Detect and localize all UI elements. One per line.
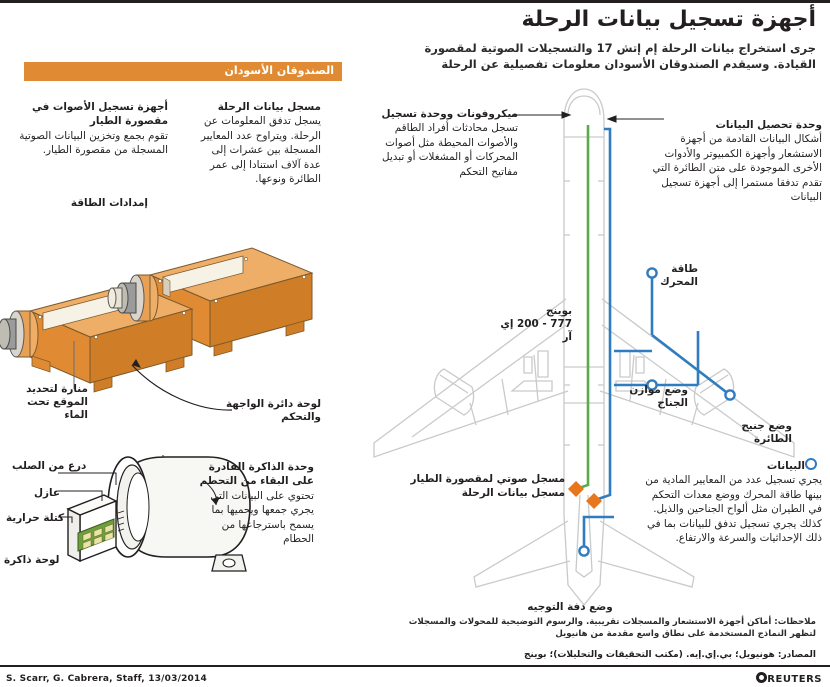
reuters-wordmark: REUTERS [767,674,822,685]
header-rule [0,0,830,3]
sensor-label-aileron: وضع جنيح الطائرة [741,420,792,445]
microphones-text-block [378,107,518,179]
microphones-title: ميكروفونات ووحدة تسجيل [381,108,518,120]
data-title-row [640,458,822,473]
cvr-marker-label: مسجل صوتي لمقصورة الطيار [410,473,565,485]
callout-leader-lines [512,112,664,122]
reuters-dot-icon [756,672,767,683]
thermal-block-label: كتلة حرارية [6,512,65,524]
interface-board-label: لوحة دائرة الواجهة والتحكم [225,398,321,423]
aircraft-model-line2: 777 - 200 إي آر [500,318,572,343]
page-title: أجهزة تسجيل بيانات الرحلة [521,7,816,32]
acquisition-unit-body: أشكال البيانات القادمة من أجهزة الاستشعار وأجهزة الكمبيوتر والأدوات الأخرى الموجودة على متن الطائرة التي تقدم تدفقا مستمرا إلى أجهزة تسجيل البيانات [652,133,822,204]
crash-survivable-cylinder-front [0,311,38,357]
fdr-title: مسجل بيانات الرحلة [217,101,321,113]
recorder-labels [400,472,565,500]
source-line: المصادر: هونيويل؛ بي.إي.إيه. (مكتب التحقيقات والتحليلات)؛ بوينج [523,650,816,660]
power-supplies-label: إمدادات الطاقة [70,197,148,209]
steel-shield-label: درع من الصلب [12,460,87,472]
microphones-body: تسجل محادثات أفراد الطاقم والأصوات المحيطة مثل أصوات المحركات أو المشغلات أو تبديل مفاتيح التحكم [382,122,518,178]
insulation-label: عازل [34,487,60,499]
page-subtitle: جرى استخراج بيانات الرحلة إم إتش 17 والتسجيلات الصوتية لمقصورة القيادة. وسيقدم الصندوقان الأسودان معلومات تفصيلية عن الرحلة [424,41,816,71]
data-body: يجري تسجيل عدد من المعايير المادية من بينها طاقة المحرك ووضع معدات التحكم في الطيران مثل ألواح الجناحين والذيل. كذلك يجري تسجيل تدفق للبيانات بما في ذلك الإحداثيات والسرعة والارتفاع. [645,474,822,545]
memory-board-label: لوحة ذاكرة [4,554,60,566]
data-text-block [640,458,822,545]
fdr-marker-label: مسجل بيانات الرحلة [461,487,565,499]
cvr-text-block [18,100,168,158]
section-bar-label: الصندوقان الأسودان [224,64,334,77]
footnote: ملاحظات: أماكن أجهزة الاستشعار والمسجلات تقريبية. والرسوم التوضيحية للمحولات والمسجلات لتظهر النماذج المستخدمة على نطاق واسع مقدمة من هانيويل [408,617,816,639]
data-node-icon [805,458,817,470]
sensor-node-aileron [725,390,734,399]
data-title: البيانات [766,460,805,472]
crash-memory-body: تحتوي على البيانات التي يجري جمعها ويحميها بما يسمح باسترجاعها من الحطام [210,489,314,546]
fdr-text-block [193,100,321,186]
interface-board-leader-line [132,365,232,410]
cvr-body: تقوم بجمع وتخزين البيانات الصوتية المسجلة من مقصورة الطيار. [19,129,168,157]
cvr-cable-run [576,125,588,489]
footer-rule [0,665,830,667]
aircraft-model-line1: بوينج [545,305,572,317]
sensor-label-rudder: وضع دفة التوجيه [527,601,613,613]
credit-line: S. Scarr, G. Cabrera, Staff, 13/03/2014 [6,674,207,684]
crash-memory-text-block [196,460,314,546]
acquisition-unit-text-block [650,118,822,204]
cvr-marker [568,481,584,497]
fdr-body: يسجل تدفق المعلومات عن الرحلة. ويتراوح عدد المعايير المسجلة بين عشرات إلى عدة آلاف استنادا إلى عمر الطائرة ونوعها. [200,115,321,186]
sensor-node-rudder [579,546,588,555]
sensor-label-wing-balancer: وضع موازن الجناح [629,384,688,409]
crash-memory-title: وحدة الذاكرة القادرة على البقاء من التحطم [199,461,314,488]
section-bar [24,62,342,81]
cvr-title: أجهزة تسجيل الأصوات في مقصورة الطيار [31,101,168,128]
beacon-label: منارة لتحديد الموقع تحت الماء [26,383,88,421]
acquisition-unit-title: وحدة تحصيل البيانات [715,119,822,131]
aircraft-model-label [496,305,572,344]
reuters-logo [752,672,822,685]
sensor-label-engine-power: طاقة المحرك [660,263,698,288]
